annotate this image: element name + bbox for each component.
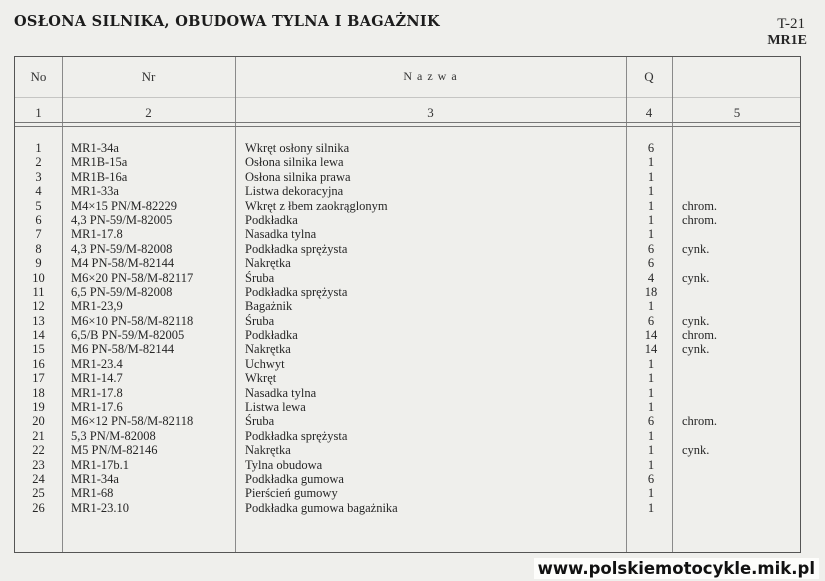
row-number: 20 [32,414,45,429]
quantity: 6 [647,414,655,429]
col-number-2: 2 [145,105,152,120]
part-number: MR1-17b.1 [71,457,129,472]
table-row [15,486,802,500]
remark: cynk. [682,443,710,458]
part-number: MR1-17.8 [71,227,123,242]
col-header-no: No [30,69,47,84]
part-number: MR1-14.7 [71,371,123,386]
header-divider [15,122,800,123]
part-name: Podkładka sprężysta [245,428,348,443]
col-number-1: 1 [35,105,42,120]
part-name: Podkładka [245,328,298,343]
part-name: Bagażnik [245,299,293,314]
part-number: MR1B-15a [71,155,128,170]
part-number: MR1-17.8 [71,385,123,400]
page-code: T-21 [777,16,805,32]
col-number-4: 4 [645,105,653,120]
header-divider [15,97,800,98]
quantity: 1 [647,371,655,386]
part-number: MR1-68 [71,486,114,501]
table-row [15,213,802,227]
remark: cynk. [682,270,710,285]
part-name: Śruba [245,270,275,285]
part-number: 5,3 PN/M-82008 [71,428,156,443]
quantity: 1 [647,400,655,415]
quantity: 18 [644,284,658,299]
table-body [15,141,802,515]
quantity: 14 [644,342,658,357]
row-number: 21 [32,428,45,443]
row-number: 9 [35,256,42,271]
row-number: 2 [35,155,42,170]
row-number: 17 [32,371,45,386]
part-name: Tylna obudowa [245,457,323,472]
part-name: Nakrętka [245,256,291,271]
row-number: 10 [32,270,45,285]
part-number: MR1-23,9 [71,299,123,314]
part-name: Nasadka tylna [245,227,317,242]
page-title: OSŁONA SILNIKA, OBUDOWA TYLNA I BAGAŻNIK [14,13,440,30]
part-name: Osłona silnika lewa [245,155,344,170]
row-number: 15 [32,342,45,357]
table-row [15,443,802,457]
table-row [15,386,802,400]
quantity: 1 [647,428,655,443]
quantity: 6 [647,256,655,271]
table-row [15,256,802,270]
quantity: 1 [647,227,655,242]
quantity: 1 [647,356,655,371]
quantity: 1 [647,184,655,199]
part-name: Listwa lewa [245,400,306,415]
row-number: 24 [32,471,45,486]
remark: chrom. [682,328,718,343]
row-number: 11 [32,284,45,299]
remark: chrom. [682,414,718,429]
part-name: Nakrętka [245,342,291,357]
row-number: 13 [32,313,45,328]
table-row [15,429,802,443]
watermark: www.polskiemotocykle.mik.pl [534,558,819,579]
quantity: 6 [647,141,655,155]
quantity: 1 [647,169,655,184]
row-number: 14 [32,328,45,343]
quantity: 1 [647,457,655,472]
row-number: 18 [32,385,45,400]
part-number: M6×12 PN-58/M-82118 [71,414,194,429]
row-number: 22 [32,443,45,458]
col-header-name: N a z w a [403,69,458,83]
part-number: MR1B-16a [71,169,128,184]
part-name: Podkładka sprężysta [245,241,348,256]
quantity: 1 [647,486,655,501]
part-name: Podkładka gumowa [245,471,344,486]
row-number: 23 [32,457,45,472]
part-name: Listwa dekoracyjna [245,184,344,199]
table-row [15,155,802,169]
part-number: M6×20 PN-58/M-82117 [71,270,194,285]
quantity: 1 [647,443,655,458]
quantity: 1 [647,299,655,314]
row-number: 26 [32,500,45,515]
row-number: 6 [35,212,42,227]
quantity: 14 [644,328,658,343]
row-number: 16 [32,356,45,371]
table-row [15,328,802,342]
row-number: 12 [32,299,45,314]
parts-table [14,56,801,553]
remark: cynk. [682,313,710,328]
part-name: Wkręt [245,371,277,386]
part-number: 6,5/B PN-59/M-82005 [71,328,185,343]
header-divider [15,126,800,127]
table-row [15,414,802,428]
table-row [15,314,802,328]
col-header-nr: Nr [141,69,156,84]
part-number: MR1-23.10 [71,500,129,515]
quantity: 1 [647,198,655,213]
table-row [15,400,802,414]
row-number: 3 [35,169,42,184]
row-number: 5 [35,198,42,213]
part-number: 4,3 PN-59/M-82005 [71,212,173,227]
part-name: Nasadka tylna [245,385,317,400]
table-row [15,299,802,313]
row-number: 8 [35,241,42,256]
row-number: 4 [35,184,42,199]
part-number: M4×15 PN/M-82229 [71,198,178,213]
quantity: 6 [647,241,655,256]
remark: chrom. [682,212,718,227]
part-number: M4 PN-58/M-82144 [71,256,175,271]
part-name: Pierścień gumowy [245,486,338,501]
quantity: 6 [647,313,655,328]
table-row [15,357,802,371]
col-number-3: 3 [427,105,434,120]
part-number: MR1-33a [71,184,119,199]
quantity: 1 [647,155,655,170]
part-number: MR1-23.4 [71,356,123,371]
part-number: 6,5 PN-59/M-82008 [71,284,173,299]
table-row [15,458,802,472]
part-name: Śruba [245,313,275,328]
table-row [15,170,802,184]
part-name: Podkładka sprężysta [245,284,348,299]
remark: cynk. [682,241,710,256]
quantity: 1 [647,212,655,227]
part-name: Uchwyt [245,356,285,371]
part-name: Wkręt osłony silnika [245,141,350,155]
part-name: Śruba [245,414,275,429]
table-row [15,184,802,198]
table-row [15,141,802,155]
part-number: 4,3 PN-59/M-82008 [71,241,173,256]
quantity: 4 [647,270,655,285]
table-row [15,242,802,256]
table-row [15,371,802,385]
remark: cynk. [682,342,710,357]
part-name: Podkładka gumowa bagażnika [245,500,398,515]
table-row [15,199,802,213]
table-row [15,501,802,515]
row-number: 19 [32,400,45,415]
model-code: MR1E [767,33,807,48]
quantity: 6 [647,471,655,486]
row-number: 1 [35,141,42,155]
part-number: MR1-17.6 [71,400,123,415]
part-number: MR1-34a [71,471,119,486]
table-row [15,271,802,285]
row-number: 25 [32,486,45,501]
row-number: 7 [35,227,42,242]
table-row [15,285,802,299]
part-number: M6×10 PN-58/M-82118 [71,313,194,328]
part-name: Wkręt z łbem zaokrąglonym [245,198,388,213]
table-row [15,342,802,356]
part-number: MR1-34a [71,141,119,155]
part-number: M6 PN-58/M-82144 [71,342,175,357]
part-name: Nakrętka [245,443,291,458]
quantity: 1 [647,500,655,515]
quantity: 1 [647,385,655,400]
remark: chrom. [682,198,718,213]
part-name: Osłona silnika prawa [245,169,351,184]
col-header-qty: Q [644,69,654,84]
part-name: Podkładka [245,212,298,227]
table-row [15,472,802,486]
col-number-5: 5 [733,105,741,120]
table-row [15,227,802,241]
part-number: M5 PN/M-82146 [71,443,158,458]
